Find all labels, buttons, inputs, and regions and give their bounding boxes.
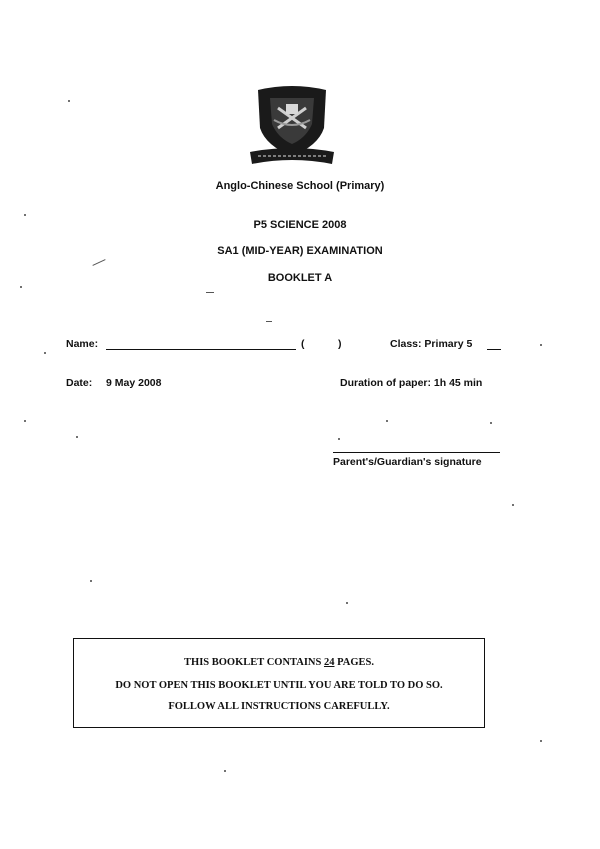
page-count-number: 24	[323, 657, 335, 668]
scan-speck	[512, 504, 514, 506]
scan-mark	[206, 292, 214, 293]
class-label: Class: Primary 5	[390, 338, 473, 350]
notice-follow-instructions: FOLLOW ALL INSTRUCTIONS CAREFULLY.	[168, 701, 390, 712]
scan-speck	[68, 100, 70, 102]
scan-speck	[24, 420, 26, 422]
duration-text: Duration of paper: 1h 45 min	[340, 377, 483, 389]
scan-speck	[386, 420, 388, 422]
instructions-box	[73, 638, 485, 728]
exam-title: SA1 (MID-YEAR) EXAMINATION	[217, 245, 383, 257]
notice-line1-post: PAGES.	[334, 657, 374, 668]
class-field[interactable]	[487, 349, 501, 350]
exam-subject: P5 SCIENCE 2008	[253, 219, 347, 231]
scan-speck	[540, 740, 542, 742]
index-close-paren: )	[338, 338, 342, 350]
scan-speck	[90, 580, 92, 582]
scan-speck	[338, 438, 340, 440]
notice-line1-pre: THIS BOOKLET CONTAINS	[184, 657, 324, 668]
scan-speck	[20, 286, 22, 288]
scan-speck	[76, 436, 78, 438]
scan-speck	[346, 602, 348, 604]
date-value: 9 May 2008	[106, 377, 162, 389]
scan-speck	[24, 214, 26, 216]
signature-field[interactable]	[333, 452, 500, 453]
signature-label: Parent's/Guardian's signature	[333, 456, 482, 468]
name-label: Name:	[66, 338, 99, 350]
scan-speck	[44, 352, 46, 354]
scan-speck	[224, 770, 226, 772]
name-field[interactable]	[106, 349, 296, 350]
scan-mark	[266, 321, 272, 322]
scan-speck	[540, 344, 542, 346]
booklet-label: BOOKLET A	[267, 272, 333, 284]
notice-do-not-open: DO NOT OPEN THIS BOOKLET UNTIL YOU ARE TOLD TO DO SO.	[115, 680, 443, 691]
school-crest-icon	[248, 84, 336, 166]
scan-mark	[92, 259, 105, 266]
school-name: Anglo-Chinese School (Primary)	[215, 180, 385, 192]
date-label: Date:	[66, 377, 93, 389]
scan-speck	[490, 422, 492, 424]
index-open-paren: (	[301, 338, 305, 350]
notice-page-count	[74, 657, 484, 668]
